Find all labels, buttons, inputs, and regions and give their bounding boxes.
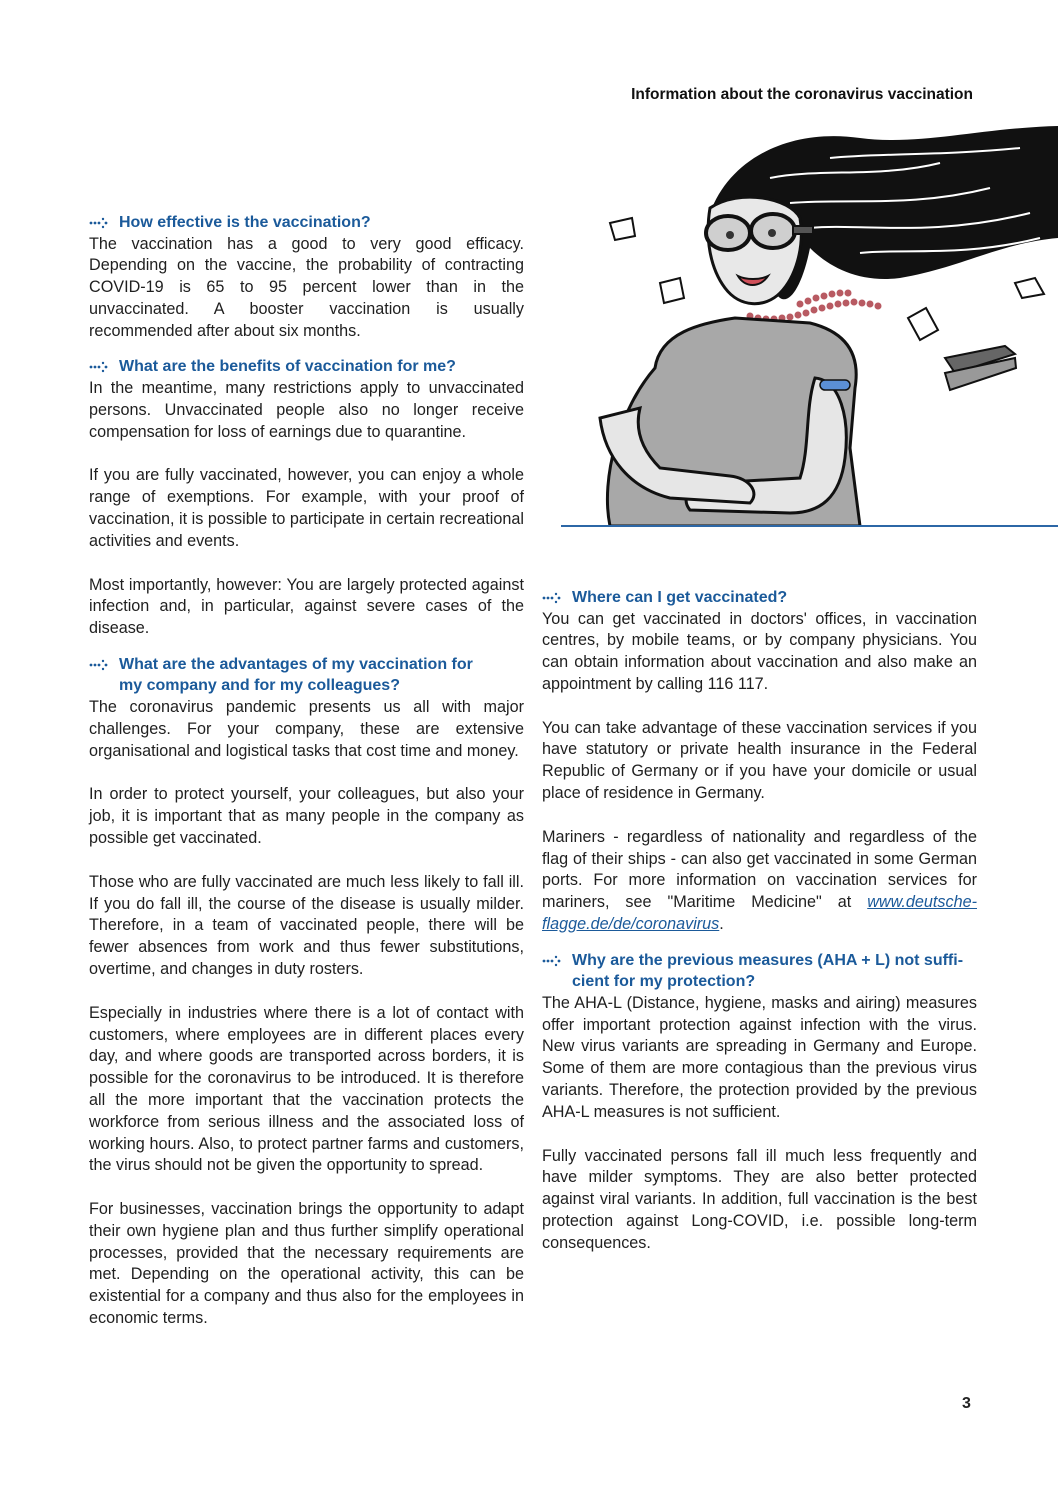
paragraph: Especially in industries where there is a lot of contact with customers, where employees are in different places every day, and where goods are transported across borders, it is possible for the coronavirus to be introduced. It is therefore all the more important that the vaccination protects the workforce from serious illness and the associated loss of working hours. Also, to protect partner farms and customers, the virus should not be given the opportunity to spread. (89, 1003, 524, 1175)
section-heading: How effective is the vaccination? (89, 212, 524, 234)
paragraph: Those who are fully vaccinated are much less likely to fall ill. If you do fall ill, the course of the disease is usually milder. Therefore, in a team of vaccinated people, there will be fewer absences from work and thus fewer substitutions, overtime, and changes in duty rosters. (89, 872, 524, 978)
woman-illustration (560, 118, 1060, 526)
section-benefits (89, 356, 524, 639)
section-heading: Why are the previous measures (AHA + L) not suffi- cient for my protection? (542, 950, 977, 993)
page-number: 3 (962, 1395, 971, 1412)
dotted-arrow-icon (89, 217, 113, 229)
right-column (542, 587, 977, 1255)
illustration-divider (561, 525, 1058, 527)
section-company-advantages (89, 654, 524, 1330)
paragraph: You can take advantage of these vaccination services if you have statutory or private health insurance in the Federal Republic of Germany or if you have your domicile or usual place of residence in Germany. (542, 718, 977, 803)
section-heading: What are the benefits of vaccination for me? (89, 356, 524, 378)
section-aha-l-measures (542, 950, 977, 1255)
dotted-arrow-icon (542, 955, 566, 967)
paragraph: If you are fully vaccinated, however, you can enjoy a whole range of exemptions. For example, with your proof of vaccination, it is possible to participate in certain recreational activities and events. (89, 466, 524, 550)
plaster-icon (820, 380, 850, 390)
paragraph: You can get vaccinated in doctors' offices, in vaccination centres, by mobile teams, or by company physicians. You can obtain information about vaccination and also make an appointment by calling 116 117. (542, 609, 977, 693)
paragraph-mariners: Mariners - regardless of nationality and regardless of the flag of their ships - can also get vaccinated in some German ports. For more information on vaccination services for mariners, see "Maritime Medicine" at www.deutsche-flagge.de/de/coronavirus. (542, 827, 977, 934)
section-effectiveness (89, 212, 524, 342)
section-heading: What are the advantages of my vaccination for my company and for my colleagues? (89, 654, 524, 697)
paragraph: For businesses, vaccination brings the opportunity to adapt their own hygiene plan and thus further simplify operational processes, provided that the necessary requirements are met. Depending on the operational activity, this can be existential for a company and thus also for the employees in economic terms. (89, 1200, 524, 1328)
left-column (89, 212, 524, 1330)
paragraph: The vaccination has a good to very good efficacy. Depending on the vaccine, the probability of contracting COVID-19 is 65 to 95 percent lower than in the unvaccinated. A booster vaccination is usually recommended after about six months. (89, 234, 524, 340)
dotted-arrow-icon (542, 592, 566, 604)
deutsche-flagge-link[interactable]: www.deutsche-flagge.de/de/coronavirus (542, 893, 977, 934)
paragraph: In order to protect yourself, your colleagues, but also your job, it is important that as many people in the company as possible get vaccinated. (89, 785, 524, 847)
paragraph: In the meantime, many restrictions apply to unvaccinated persons. Unvaccinated people also no longer receive compensation for loss of earnings due to quarantine. (89, 378, 524, 441)
paragraph: Most importantly, however: You are largely protected against infection and, in particular, against severe cases of the disease. (89, 575, 524, 638)
running-header: Information about the coronavirus vaccination (631, 86, 973, 103)
paragraph: Fully vaccinated persons fall ill much less frequently and have milder symptoms. They are also better protected against viral variants. In addition, full vaccination is the best protection against Long-COVID, i.e. possible long-term consequences. (542, 1146, 977, 1252)
stapler-icon (945, 346, 1016, 390)
dotted-arrow-icon (89, 361, 113, 373)
paragraph: The AHA-L (Distance, hygiene, masks and airing) measures offer important protection against infection with the virus. New virus variants are spreading in Germany and Europe. Some of them are more contagious than the previous virus variants. Therefore, the protection provided by the previous AHA-L measures is not sufficient. (542, 993, 977, 1121)
section-where-vaccinated (542, 587, 977, 936)
dotted-arrow-icon (89, 659, 113, 671)
section-heading: Where can I get vaccinated? (542, 587, 977, 609)
paragraph: The coronavirus pandemic presents us all with major challenges. For your company, these are extensive organisational and logistical tasks that cost time and money. (89, 697, 524, 760)
